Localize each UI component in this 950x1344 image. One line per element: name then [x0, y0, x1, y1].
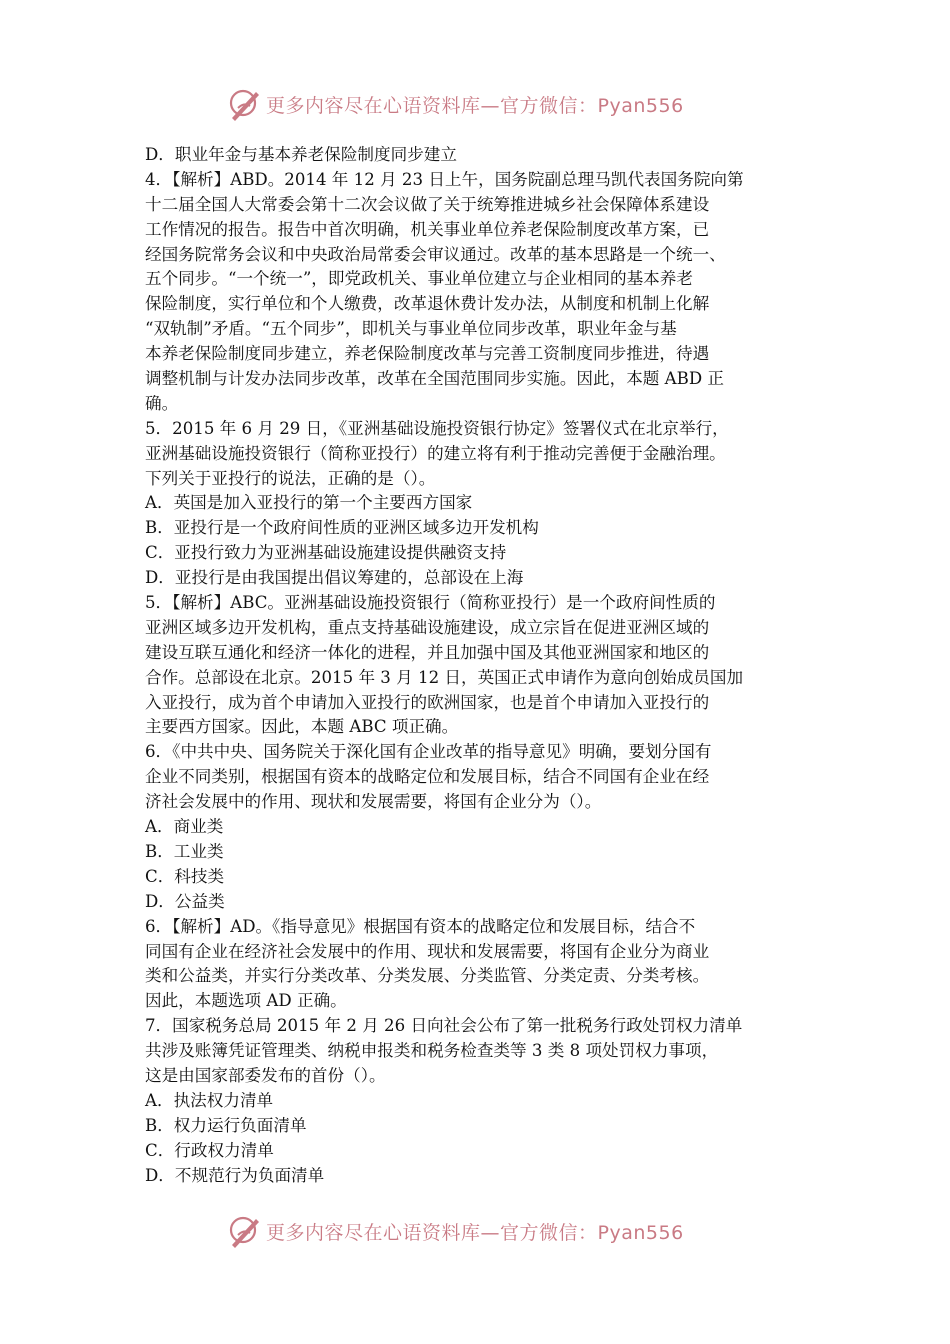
text-line: A．商业类	[145, 817, 224, 837]
document-body	[145, 143, 810, 1188]
text-line: B．工业类	[145, 841, 224, 861]
text-line: 五个同步。“一个统一”，即党政机关、事业单位建立与企业相同的基本养老	[145, 269, 693, 289]
text-line: D．公益类	[145, 891, 225, 911]
text-line: 下列关于亚投行的说法，正确的是（）。	[145, 468, 436, 488]
text-line: 5．2015 年 6 月 29 日，《亚洲基础设施投资银行协定》签署仪式在北京举行，	[145, 418, 729, 438]
text-line: 6．【解析】AD。《指导意见》根据国有资本的战略定位和发展目标，结合不	[145, 916, 696, 936]
text-line: 保险制度，实行单位和个人缴费，改革退休费计发办法，从制度和机制上化解	[145, 294, 710, 314]
text-line: 本养老保险制度同步建立，养老保险制度改革与完善工资制度同步推进，待遇	[145, 344, 710, 364]
text-line: 7．国家税务总局 2015 年 2 月 26 日向社会公布了第一批税务行政处罚权力清单	[145, 1016, 743, 1036]
text-line: 经国务院常务会议和中央政治局常委会审议通过。改革的基本思路是一个统一、	[145, 244, 726, 264]
text-line: B．亚投行是一个政府间性质的亚洲区域多边开发机构	[145, 518, 539, 538]
text-line: A．英国是加入亚投行的第一个主要西方国家	[145, 493, 473, 513]
text-line: C．亚投行致力为亚洲基础设施建设提供融资支持	[145, 543, 507, 563]
text-line: A．执法权力清单	[145, 1090, 274, 1110]
text-line: 同国有企业在经济社会发展中的作用、现状和发展需要，将国有企业分为商业	[145, 941, 710, 961]
text-line: 5．【解析】ABC。亚洲基础设施投资银行（简称亚投行）是一个政府间性质的	[145, 593, 716, 613]
watermark-text: 更多内容尽在心语资料库—官方微信：Pyan556	[266, 1221, 684, 1244]
text-line: 济社会发展中的作用、现状和发展需要，将国有企业分为（）。	[145, 792, 602, 812]
text-line: “双轨制”矛盾。“五个同步”，即机关与事业单位同步改革，职业年金与基	[145, 319, 677, 339]
text-line: 这是由国家部委发布的首份（）。	[145, 1065, 386, 1085]
footer-watermark-banner	[226, 1209, 726, 1253]
text-line: 6．《中共中央、国务院关于深化国有企业改革的指导意见》明确，要划分国有	[145, 742, 712, 762]
text-line: 主要西方国家。因此，本题 ABC 项正确。	[145, 717, 459, 737]
text-line: 建设互联互通化和经济一体化的进程，并且加强中国及其他亚洲国家和地区的	[145, 642, 710, 662]
pen-logo-icon	[226, 1211, 264, 1251]
text-line: 亚洲区域多边开发机构，重点支持基础设施建设，成立宗旨在促进亚洲区域的	[145, 617, 710, 637]
text-line: D．亚投行是由我国提出倡议筹建的，总部设在上海	[145, 568, 524, 588]
text-line: D．职业年金与基本养老保险制度同步建立	[145, 145, 457, 164]
text-line: 合作。总部设在北京。2015 年 3 月 12 日，英国正式申请作为意向创始成员国加	[145, 667, 744, 687]
text-line: 工作情况的报告。报告中首次明确，机关事业单位养老保险制度改革方案，已	[145, 219, 710, 239]
text-line: C．科技类	[145, 866, 225, 886]
pen-logo-icon	[226, 84, 264, 124]
header-watermark-banner	[226, 82, 726, 126]
text-line: D．不规范行为负面清单	[145, 1165, 325, 1185]
text-line: 4．【解析】ABD。2014 年 12 月 23 日上午，国务院副总理马凯代表国务院向第	[145, 169, 744, 189]
text-line: 调整机制与计发办法同步改革，改革在全国范围同步实施。因此，本题 ABD 正	[145, 369, 725, 389]
text-line: 企业不同类别，根据国有资本的战略定位和发展目标，结合不同国有企业在经	[145, 767, 710, 787]
text-line: 亚洲基础设施投资银行（简称亚投行）的建立将有利于推动完善便于金融治理。	[145, 443, 726, 463]
text-line: 共涉及账簿凭证管理类、纳税申报类和税务检查类等 3 类 8 项处罚权力事项，	[145, 1041, 719, 1061]
watermark-text: 更多内容尽在心语资料库—官方微信：Pyan556	[266, 94, 684, 117]
text-line: C．行政权力清单	[145, 1140, 274, 1160]
text-line: 入亚投行，成为首个申请加入亚投行的欧洲国家，也是首个申请加入亚投行的	[145, 692, 710, 712]
text-line: 类和公益类，并实行分类改革、分类发展、分类监管、分类定责、分类考核。	[145, 966, 710, 986]
text-line: 确。	[145, 393, 179, 413]
text-line: 因此，本题选项 AD 正确。	[145, 991, 347, 1011]
text-line: B．权力运行负面清单	[145, 1115, 307, 1135]
text-line: 十二届全国人大常委会第十二次会议做了关于统筹推进城乡社会保障体系建设	[145, 194, 710, 214]
